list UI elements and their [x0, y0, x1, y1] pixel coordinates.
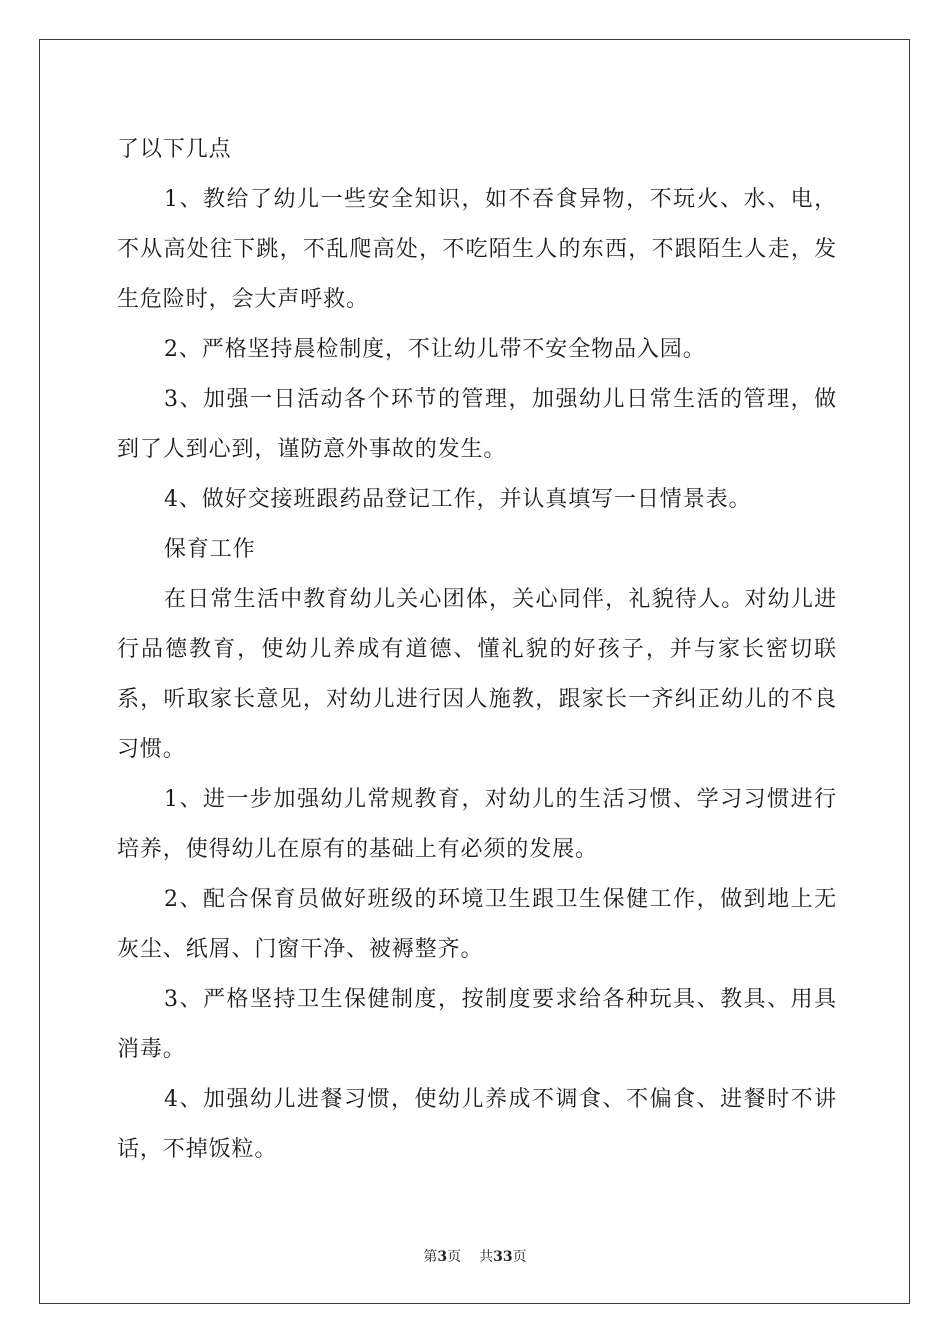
paragraph-hygiene: 2、配合保育员做好班级的环境卫生跟卫生保健工作，做到地上无灰尘、纸屑、门窗干净、被褥整齐。 — [117, 887, 837, 962]
total-prefix: 共 — [479, 1249, 494, 1265]
page-footer — [0, 1246, 950, 1266]
document-body — [117, 125, 837, 1175]
paragraph-morning-check: 2、严格坚持晨检制度，不让幼儿带不安全物品入园。 — [164, 337, 706, 362]
paragraph-daily-management: 3、加强一日活动各个环节的管理，加强幼儿日常生活的管理，做到了人到心到，谨防意外事故的发生。 — [117, 387, 837, 462]
section-heading-care-work: 保育工作 — [164, 537, 256, 562]
total-suffix: 页 — [512, 1249, 527, 1265]
paragraph-continuation: 了以下几点 — [117, 137, 232, 162]
paragraph-moral-education: 在日常生活中教育幼儿关心团体，关心同伴，礼貌待人。对幼儿进行品德教育，使幼儿养成有道德、懂礼貌的好孩子，并与家长密切联系，听取家长意见，对幼儿进行因人施教，跟家长一齐纠正幼儿的不良习惯。 — [117, 587, 837, 762]
page-number: 3 — [437, 1249, 448, 1265]
paragraph-eating-habits: 4、加强幼儿进餐习惯，使幼儿养成不调食、不偏食、进餐时不讲话，不掉饭粒。 — [117, 1087, 837, 1162]
paragraph-safety-knowledge: 1、教给了幼儿一些安全知识，如不吞食异物，不玩火、水、电，不从高处往下跳，不乱爬高处，不吃陌生人的东西，不跟陌生人走，发生危险时，会大声呼救。 — [117, 187, 837, 312]
paragraph-routine-education: 1、进一步加强幼儿常规教育，对幼儿的生活习惯、学习习惯进行培养，使得幼儿在原有的基础上有必须的发展。 — [117, 787, 837, 862]
paragraph-handover: 4、做好交接班跟药品登记工作，并认真填写一日情景表。 — [164, 487, 752, 512]
page-prefix: 第 — [423, 1249, 438, 1265]
page-suffix: 页 — [447, 1249, 462, 1265]
total-pages: 33 — [493, 1249, 513, 1265]
paragraph-disinfection: 3、严格坚持卫生保健制度，按制度要求给各种玩具、教具、用具消毒。 — [117, 987, 837, 1062]
